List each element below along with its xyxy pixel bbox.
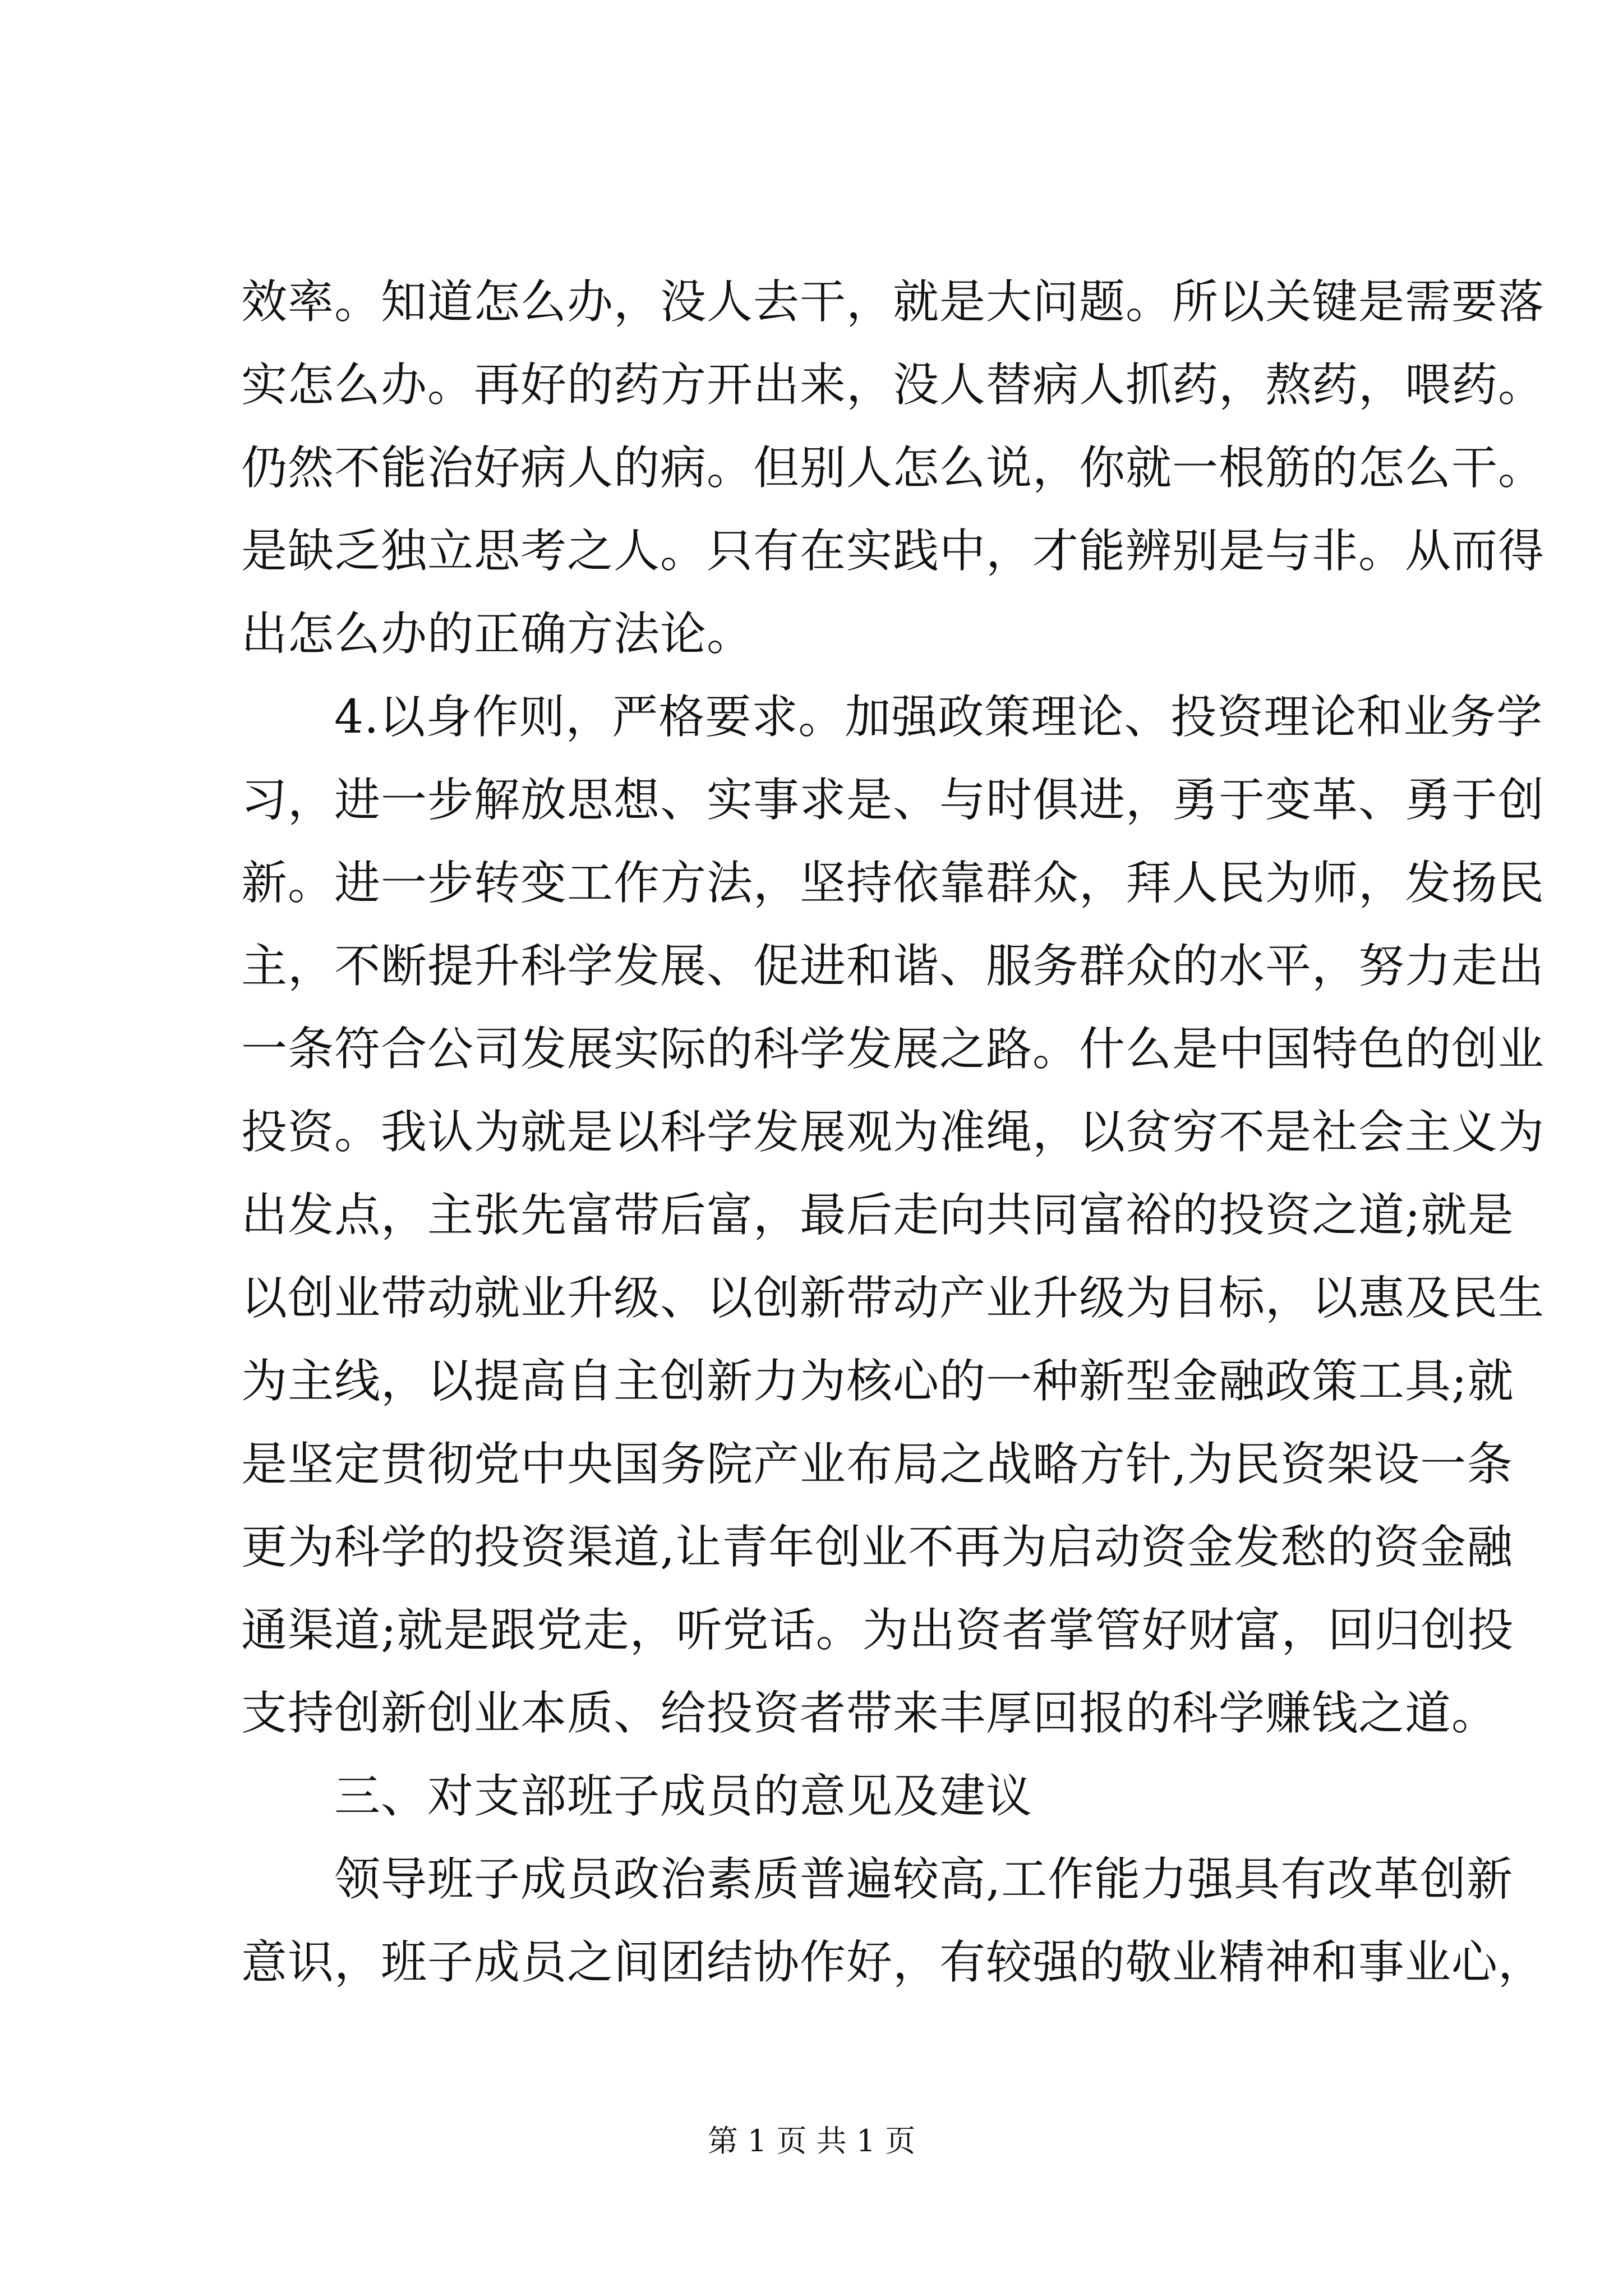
text-line: 出发点，主张先富带后富，最后走向共同富裕的投资之道;就是 [241, 1189, 1514, 1242]
paragraph-first-line: 领导班子成员政治素质普遍较高,工作能力强具有改革创新 [334, 1853, 1514, 1906]
text-line: 习，进一步解放思想、实事求是、与时俱进，勇于变革、勇于创 [241, 774, 1545, 827]
text-line: 仍然不能治好病人的病。但别人怎么说，你就一根筋的怎么干。 [241, 441, 1545, 495]
text-line: 是坚定贯彻党中央国务院产业布局之战略方针,为民资架设一条 [241, 1438, 1514, 1491]
text-line: 效率。知道怎么办，没人去干，就是大问题。所以关键是需要落 [241, 275, 1545, 329]
document-body [241, 261, 1545, 2004]
text-line: 实怎么办。再好的药方开出来，没人替病人抓药，熬药，喂药。 [241, 358, 1545, 412]
text-line: 更为科学的投资渠道,让青年创业不再为启动资金发愁的资金融 [241, 1521, 1514, 1574]
text-line: 以创业带动就业升级、以创新带动产业升级为目标，以惠及民生 [241, 1272, 1545, 1325]
text-line: 新。进一步转变工作方法，坚持依靠群众，拜人民为师，发扬民 [241, 857, 1545, 910]
text-line: 主，不断提升科学发展、促进和谐、服务群众的水平，努力走出 [241, 940, 1545, 993]
text-line: 通渠道;就是跟党走，听党话。为出资者掌管好财富，回归创投 [241, 1604, 1514, 1657]
text-line: 一条符合公司发展实际的科学发展之路。什么是中国特色的创业 [241, 1023, 1545, 1076]
page-footer: 第 1 页 共 1 页 [707, 2123, 916, 2159]
text-line: 投资。我认为就是以科学发展观为准绳，以贫穷不是社会主义为 [241, 1106, 1545, 1159]
text-line: 为主线，以提高自主创新力为核心的一种新型金融政策工具;就 [241, 1355, 1514, 1408]
text-line: 意识，班子成员之间团结协作好，有较强的敬业精神和事业心， [241, 1936, 1545, 1989]
text-line: 是缺乏独立思考之人。只有在实践中，才能辨别是与非。从而得 [241, 524, 1545, 578]
section-heading: 三、对支部班子成员的意见及建议 [334, 1770, 1033, 1823]
paragraph-first-line: 4.以身作则，严格要求。加强政策理论、投资理论和业务学 [334, 691, 1543, 744]
text-line: 出怎么办的正确方法论。 [241, 608, 754, 661]
text-line: 支持创新创业本质、给投资者带来丰厚回报的科学赚钱之道。 [241, 1687, 1498, 1740]
